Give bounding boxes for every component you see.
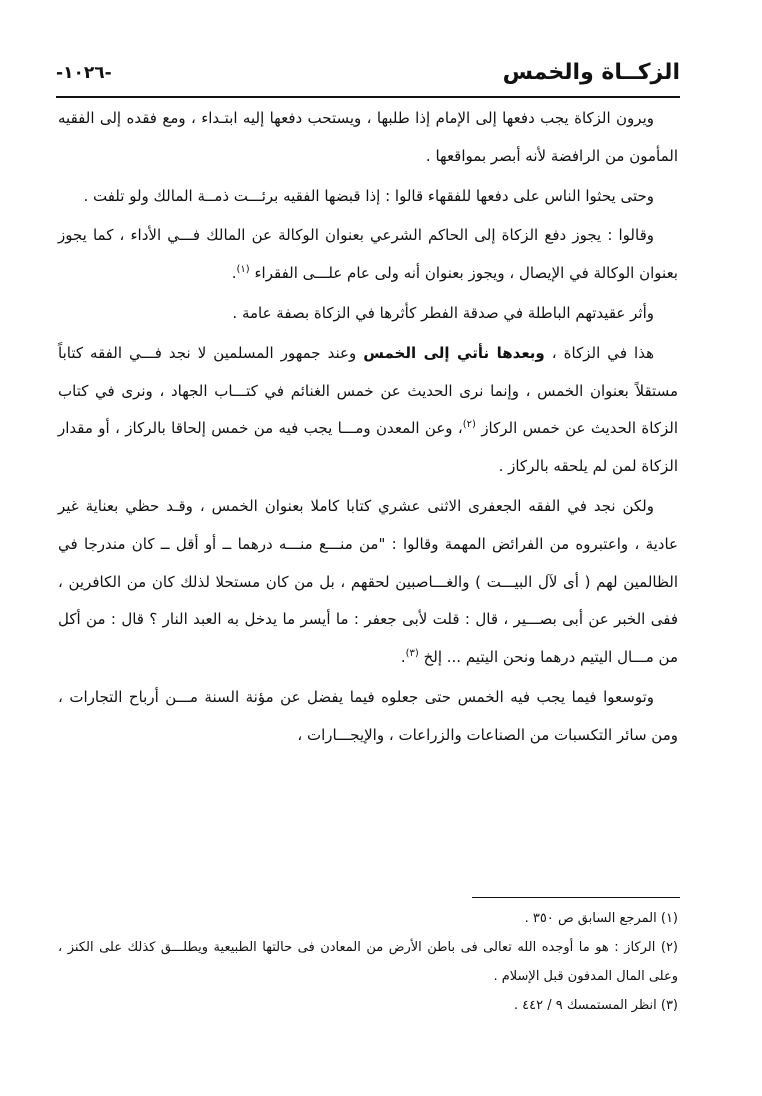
- footnote: (٢) الركاز : هو ما أوجده الله تعالى فى باطن الأرض من المعادن فى حالتها الطبيعية ويطلـــق كذلك على الكنز ، وعلى المال المدفون قبل الإسلام .: [58, 940, 678, 984]
- paragraph-text: ويرون الزكاة يجب دفعها إلى الإمام إذا طلبها ، ويستحب دفعها إليه ابتـداء ، ومع فقده إلى الفقيه المأمون من الرافضة لأنه أبصر بمواقعها .: [58, 109, 678, 165]
- period: .: [231, 264, 237, 283]
- paragraph-text: وتوسعوا فيما يجب فيه الخمس حتى جعلوه فيما يفضل عن مؤنة السنة مـــن أرباح التجارات ، ومن سائر التكسبات من الصناعات والزراعات ، والإيجـــارات ،: [58, 687, 678, 744]
- page-number: -١٠٢٦-: [56, 63, 112, 83]
- footnote: (١) المرجع السابق ص ٣٥٠ .: [524, 911, 678, 926]
- paragraph-text: وقالوا : يجوز دفع الزكاة إلى الحاكم الشرعي بعنوان الوكالة عن المالك فـــي الأداء ، كما يجوز بعنوان الوكالة في الإيصال ، ويجوز بعنوان أنه ولى عام علـــى الفقراء: [58, 226, 678, 283]
- period: .: [400, 648, 406, 667]
- footnote-ref: (٢): [462, 419, 476, 431]
- header-divider: [56, 96, 680, 98]
- footnote: (٣) انظر المستمسك ٩ / ٤٤٢ .: [513, 998, 678, 1013]
- paragraph: [58, 217, 678, 293]
- running-title: الزكــاة والخمس: [502, 60, 680, 85]
- paragraph: [58, 100, 678, 176]
- paragraph: [58, 178, 678, 216]
- paragraph-text: وأثر عقيدتهم الباطلة في صدقة الفطر كأثرها في الزكاة بصفة عامة .: [232, 303, 654, 322]
- main-text: [58, 100, 678, 757]
- footnote-divider: [472, 897, 680, 898]
- footnote-ref: (٣): [405, 648, 419, 660]
- paragraph-text: وحتى يحثوا الناس على دفعها للفقهاء قالوا : إذا قبضها الفقيه برئـــت ذمــة المالك ولو تلفت .: [83, 186, 654, 205]
- paragraph-text: ولكن نجد في الفقه الجعفرى الاثنى عشري كتابا كاملا بعنوان الخمس ، وقـد حظي بعناية غير عادية ، واعتبروه من الفرائض المهمة وقالوا : "من منـــع منـــه درهما ــ أو أقل ــ كان مندرجا في الظالمين لهم ( أى لآل البيـــت ) والغـــاصبين لحقهم ، بل من كان مستحلا لذلك كان من الكافرين ، ففى الخبر عن أبى بصـــير ، قال : قلت لأبى جعفر : ما أيسر ما يدخل به العبد النار ؟ قال : من أكل من مـــال اليتيم درهما ونحن اليتيم ... إلخ: [58, 496, 678, 667]
- paragraph: [58, 488, 678, 677]
- paragraph-text: وعند جمهور المسلمين لا نجد فـــي الفقه كتاباً مستقلاً بعنوان الخمس ، وإنما نرى الحديث عن خمس الغنائم في كتـــاب الجهاد ، ونرى في كتاب الزكاة الحديث عن خمس الركاز: [58, 343, 678, 438]
- footnote-ref: (١): [236, 264, 250, 276]
- paragraph: [58, 335, 678, 486]
- paragraph-text: ، وعن المعدن ومـــا يجب فيه من خمس إلحاقا بالركاز ، أو مقدار الزكاة لمن لم يلحقه بالركاز .: [58, 419, 678, 476]
- bold-phrase: وبعدها نأتي إلى الخمس: [363, 343, 545, 362]
- paragraph: [58, 295, 678, 333]
- paragraph-text: هذا في الزكاة ،: [551, 343, 654, 362]
- page-header: [56, 56, 680, 94]
- paragraph: [58, 679, 678, 755]
- footnotes: [58, 904, 678, 1020]
